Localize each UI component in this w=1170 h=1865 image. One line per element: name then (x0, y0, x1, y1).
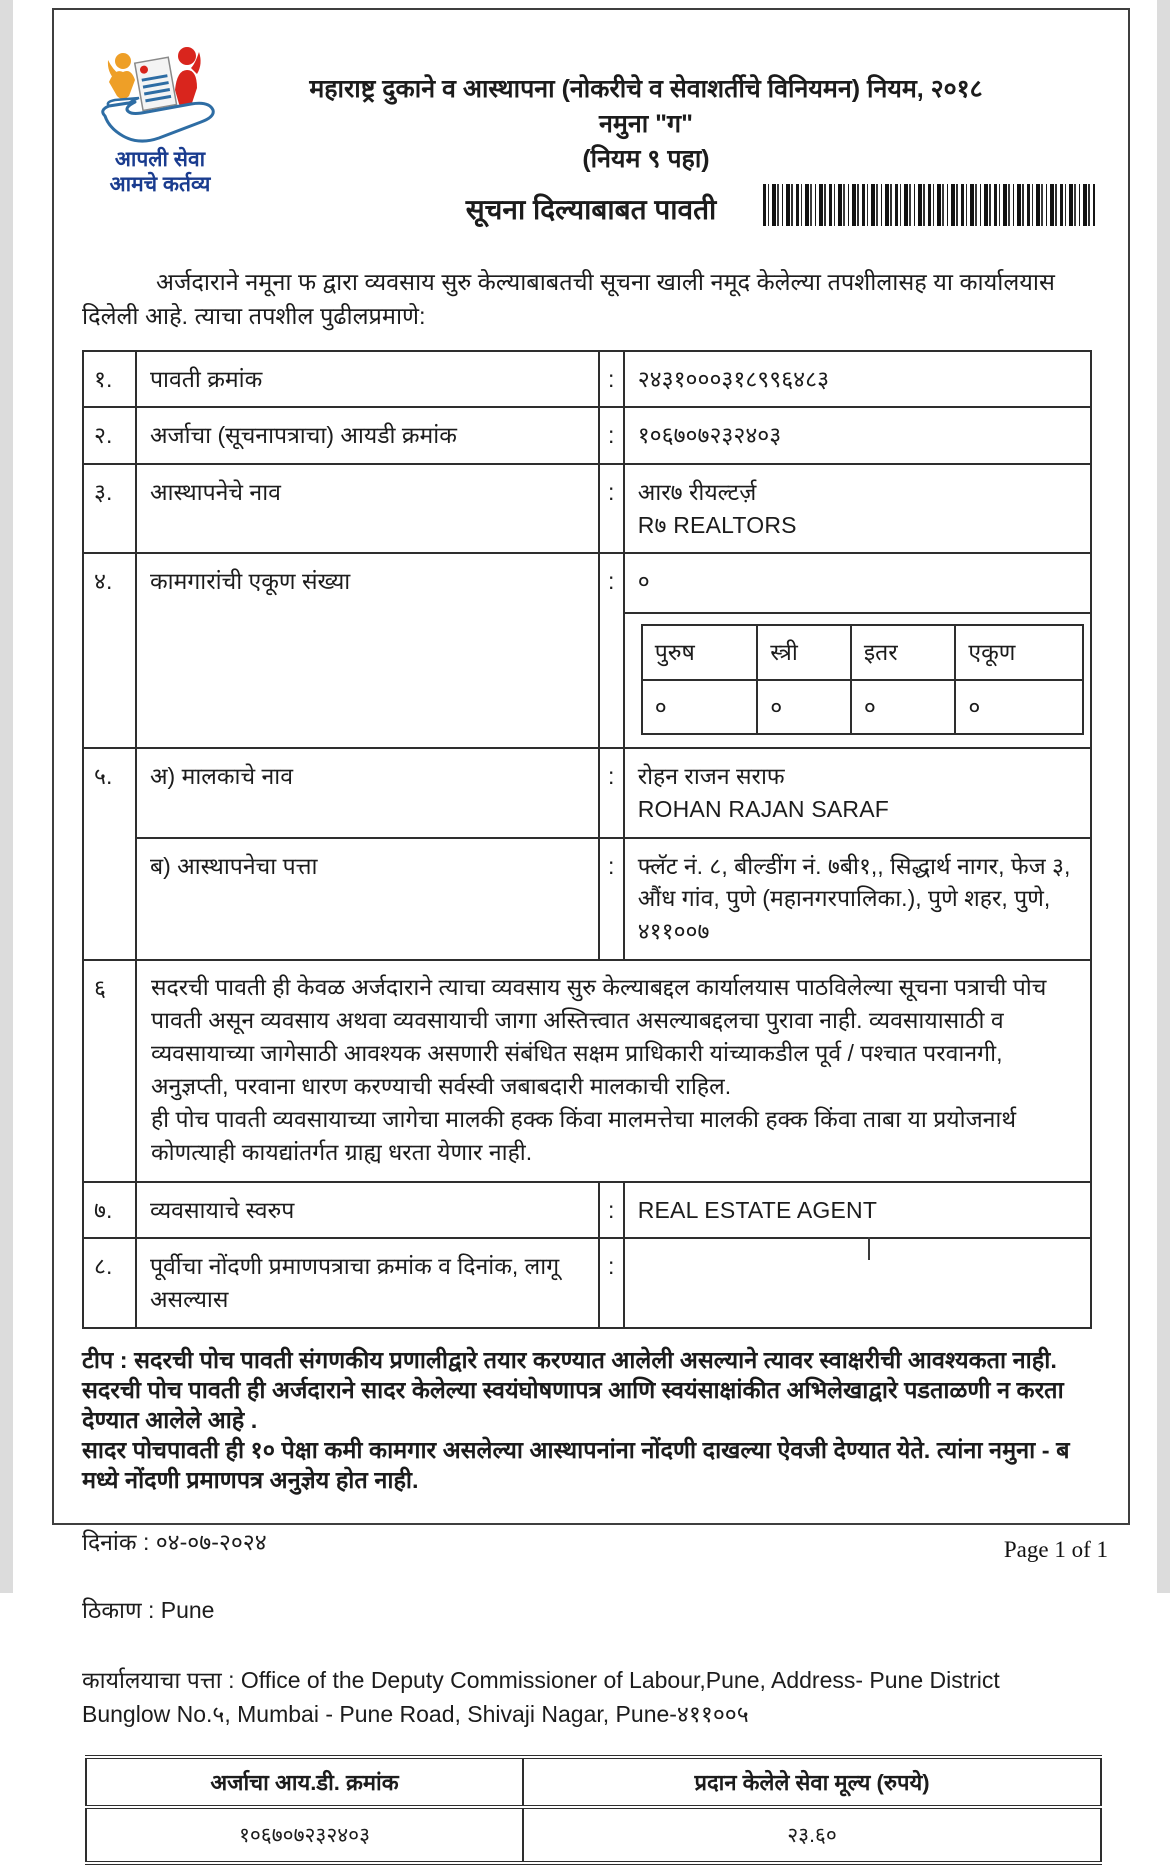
rule-reference: (नियम ९ पहा) (582, 145, 710, 173)
logo-caption-line2: आमचे कर्तव्य (109, 172, 211, 196)
notes-block (82, 1345, 1102, 1495)
workers-value-female: ० (757, 680, 851, 735)
note-line-1: टीप : सदरची पोच पावती संगणकीय प्रणालीद्वारे तयार करण्यात आलेली असल्याने त्यावर स्वाक्षरीची आवश्यकता नाही. (82, 1346, 1057, 1373)
colon-separator: : (599, 1238, 624, 1327)
table-row-owner-name (83, 748, 1091, 837)
left-scan-edge (0, 0, 13, 1593)
disclaimer-paragraph-2: ही पोच पावती व्यवसायाच्या जागेचा मालकी हक्क किंवा मालमत्तेचा मालकी हक्क किंवा ताबा या प्रयोजनार्थ कोणत्याही कायद्यांतर्गत ग्राह्य धरता येणार नाही. (150, 1105, 1017, 1165)
document-header (54, 10, 1128, 196)
workers-value-total: ० (955, 680, 1083, 735)
row-label: अर्जाचा (सूचनापत्राचा) आयडी क्रमांक (136, 407, 599, 464)
row-number: ३. (83, 464, 136, 553)
workers-breakdown (625, 614, 1090, 747)
colon-separator: : (599, 1182, 624, 1239)
workers-header-total: एकूण (955, 625, 1083, 680)
row-value (624, 748, 1091, 837)
row-value (624, 1238, 1091, 1327)
table-row-establishment-name (83, 464, 1091, 553)
aaple-sarkar-logo (86, 44, 234, 198)
place-line: ठिकाण : Pune (82, 1596, 215, 1623)
receipt-title-row (54, 188, 1128, 240)
page-number: Page 1 of 1 (1003, 1537, 1108, 1562)
owner-name-marathi: रोहन राजन सराफ (637, 763, 785, 790)
colon-separator: : (599, 407, 624, 464)
row-label: कामगारांची एकूण संख्या (136, 553, 599, 748)
table-row-establishment-address (83, 838, 1091, 960)
note-line-2: सदरची पोच पावती ही अर्जदाराने सादर केलेल्या स्वयंघोषणापत्र आणि स्वयंसाक्षांकीत अभिलेखाद्वारे पडताळणी न करता देण्यात आलेले आहे . (82, 1376, 1064, 1433)
table-row-application-id (83, 407, 1091, 464)
row-number: ६ (83, 960, 136, 1182)
fee-value-row (86, 1807, 1101, 1863)
logo-caption-line1: आपली सेवा (114, 148, 206, 171)
total-workers-value: ० (625, 554, 1090, 614)
colon-separator: : (599, 351, 624, 408)
row-label: आस्थापनेचे नाव (136, 464, 599, 553)
colon-separator: : (599, 838, 624, 960)
details-table (82, 350, 1092, 1329)
fee-header-application-id: अर्जाचा आय.डी. क्रमांक (86, 1757, 523, 1807)
disclaimer-cell (136, 960, 1091, 1182)
fee-header-row (86, 1757, 1101, 1807)
form-name: नमुना "ग" (599, 110, 693, 138)
fee-header-service-charge: प्रदान केलेले सेवा मूल्य (रुपये) (523, 1757, 1101, 1807)
row-label: ब) आस्थापनेचा पत्ता (136, 838, 599, 960)
colon-separator: : (599, 748, 624, 837)
row-number: ५. (83, 748, 136, 959)
row-number: ४. (83, 553, 136, 748)
table-row-disclaimer (83, 960, 1091, 1182)
workers-value-row (642, 680, 1083, 735)
workers-header-female: स्त्री (757, 625, 851, 680)
fee-service-charge: २३.६० (523, 1807, 1101, 1863)
title-block (224, 10, 1068, 177)
row-number: ७. (83, 1182, 136, 1239)
row-value: REAL ESTATE AGENT (624, 1182, 1091, 1239)
row-label: अ) मालकाचे नाव (136, 748, 599, 837)
text-cursor-mark (868, 1237, 870, 1260)
workers-header-male: पुरुष (642, 625, 758, 680)
colon-separator: : (599, 553, 624, 748)
row-value (624, 553, 1091, 748)
establishment-name-marathi: आर७ रीयल्टर्ज़ (637, 478, 757, 505)
row-value (624, 464, 1091, 553)
right-scan-edge (1157, 0, 1170, 1593)
row-number: १. (83, 351, 136, 408)
table-row-previous-registration (83, 1238, 1091, 1327)
table-row-total-workers (83, 553, 1091, 748)
note-line-3: सादर पोचपावती ही १० पेक्षा कमी कामगार असलेल्या आस्थापनांना नोंदणी दाखल्या ऐवजी देण्यात येते. त्यांना नमुना - ब मध्ये नोंदणी प्रमाणपत्र अनुज्ञेय होत नाही. (82, 1436, 1070, 1493)
row-label: व्यवसायाचे स्वरुप (136, 1182, 599, 1239)
row-label: पावती क्रमांक (136, 351, 599, 408)
establishment-address: फ्लॅट नं. ८, बील्डींग नं. ७बी१,, सिद्धार्थ नागर, फेज ३, औंध गांव, पुणे (महानगरपालिका.), पुणे शहर, पुणे, ४११००७ (624, 838, 1091, 960)
fee-application-id: १०६७०७२३२४०३ (86, 1807, 523, 1863)
receipt-title: सूचना दिल्याबाबत पावती (465, 194, 717, 225)
row-label: पूर्वीचा नोंदणी प्रमाणपत्राचा क्रमांक व दिनांक, लागू असल्यास (136, 1238, 599, 1327)
hand-with-document-icon (95, 44, 225, 148)
row-number: २. (83, 407, 136, 464)
establishment-name-english: R७ REALTORS (637, 511, 797, 538)
act-title: महाराष्ट्र दुकाने व आस्थापना (नोकरीचे व सेवाशर्तीचे विनियमन) नियम, २०१८ (309, 75, 983, 103)
disclaimer-paragraph-1: सदरची पावती ही केवळ अर्जदाराने त्याचा व्यवसाय सुरु केल्याबद्दल कार्यालयास पाठविलेल्या सूचना पत्राची पोच पावती असून व्यवसाय अथवा व्यवसायाची जागा अस्तित्त्वात असल्याबद्दलचा पुरावा नाही. व्यवसायासाठी व व्यवसायाच्या जागेसाठी आवश्यक असणारी संबंधित सक्षम प्राधिकारी यांच्याकडील पूर्व / पश्चात परवानगी, अनुज्ञप्ती, परवाना धारण करण्याची सर्वस्वी जबाबदारी मालकाची राहिल. (150, 973, 1047, 1099)
workers-header-other: इतर (851, 625, 956, 680)
table-row-business-nature (83, 1182, 1091, 1239)
owner-name-english: ROHAN RAJAN SARAF (637, 795, 890, 822)
workers-header-row (642, 625, 1083, 680)
table-row-receipt-number (83, 351, 1091, 408)
date-line: दिनांक : ०४-०७-२०२४ (82, 1528, 267, 1555)
intro-paragraph: अर्जदाराने नमूना फ द्वारा व्यवसाय सुरु केल्याबाबतची सूचना खाली नमूद केलेल्या तपशीलासह या कार्यालयास दिलेली आहे. त्याचा तपशील पुढीलप्रमाणे: (82, 269, 1055, 329)
colon-separator: : (599, 464, 624, 553)
row-number: ८. (83, 1238, 136, 1327)
barcode (763, 184, 1095, 226)
row-value: २४३१०००३१८९९६४८३ (624, 351, 1091, 408)
fee-table (85, 1755, 1102, 1865)
workers-table (641, 624, 1084, 735)
workers-value-other: ० (851, 680, 956, 735)
workers-value-male: ० (642, 680, 758, 735)
row-value: १०६७०७२३२४०३ (624, 407, 1091, 464)
office-address-line: कार्यालयाचा पत्ता : Office of the Deputy Commissioner of Labour,Pune, Address- Pune District Bunglow No.५, Mumbai - Pune Road, Shivaji Nagar, Pune-४११००५ (82, 1666, 1000, 1727)
